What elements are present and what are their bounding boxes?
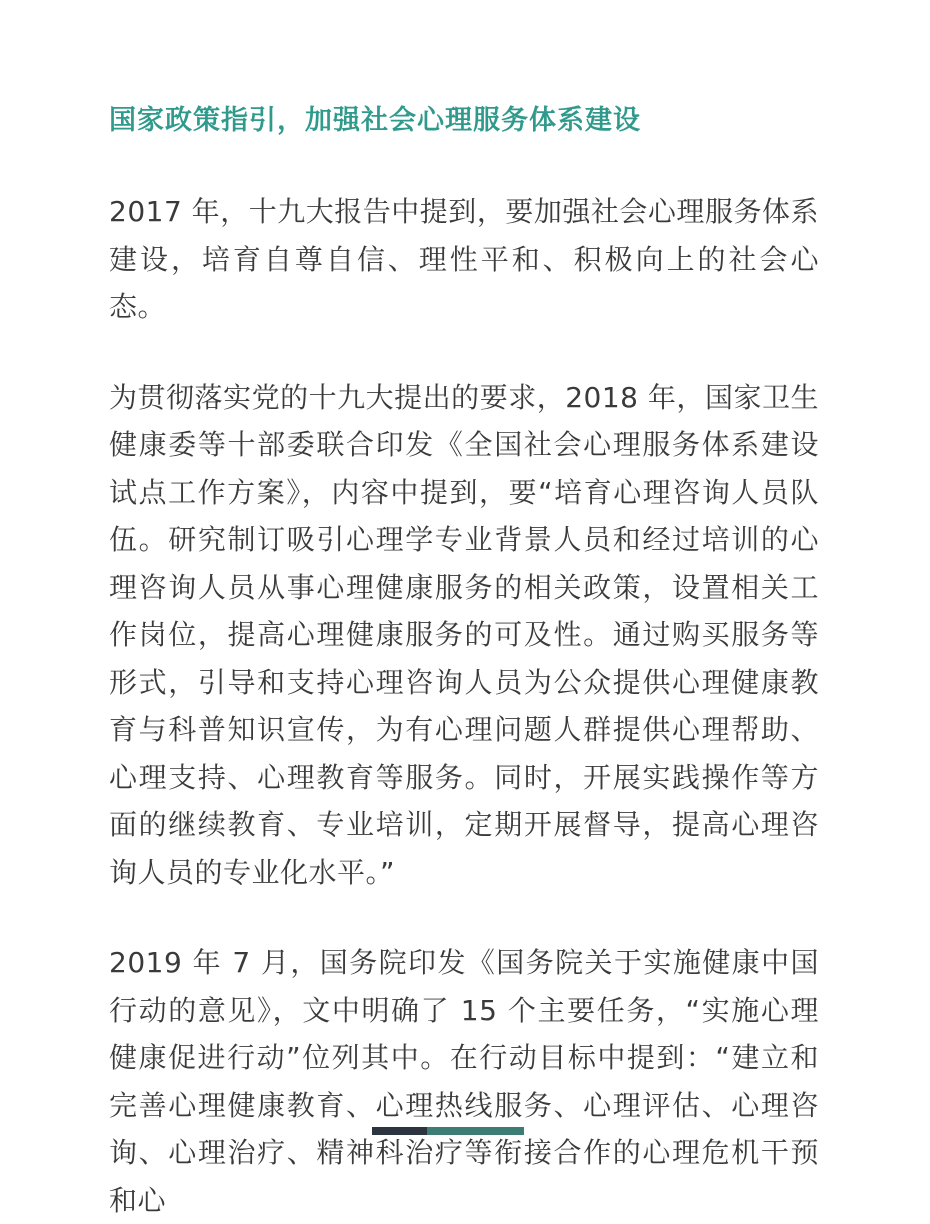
bottom-image-edge-dark <box>372 1127 427 1135</box>
paragraph-2017: 2017 年，十九大报告中提到，要加强社会心理服务体系建设，培育自尊自信、理性平和、积极向上的社会心态。 <box>109 195 819 323</box>
article <box>109 98 819 1224</box>
paragraph-2019: 2019 年 7 月，国务院印发《国务院关于实施健康中国行动的意见》，文中明确了 15 个主要任务，“实施心理健康促进行动”位列其中。在行动目标中提到：“建立和完善心理健康教育、心理热线服务、心理评估、心理咨询、心理治疗、精神科治疗等衔接合作的心理危机干预和心 <box>109 946 819 1217</box>
section-heading: 国家政策指引，加强社会心理服务体系建设 <box>109 105 641 136</box>
bottom-image-edge <box>372 1127 524 1135</box>
paragraph-2018: 为贯彻落实党的十九大提出的要求，2018 年，国家卫生健康委等十部委联合印发《全国社会心理服务体系建设试点工作方案》，内容中提到，要“培育心理咨询人员队伍。研究制订吸引心理学专业背景人员和经过培训的心理咨询人员从事心理健康服务的相关政策，设置相关工作岗位，提高心理健康服务的可及性。通过购买服务等形式，引导和支持心理咨询人员为公众提供心理健康教育与科普知识宣传，为有心理问题人群提供心理帮助、心理支持、心理教育等服务。同时，开展实践操作等方面的继续教育、专业培训，定期开展督导，提高心理咨询人员的专业化水平。” <box>109 380 819 889</box>
